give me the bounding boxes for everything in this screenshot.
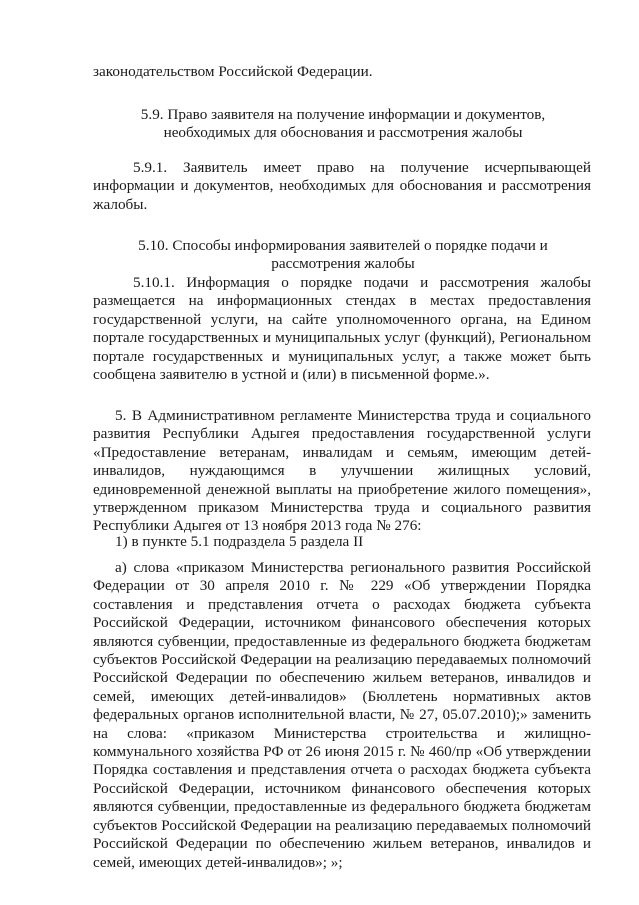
paragraph-item-1: 1) в пункте 5.1 подраздела 5 раздела II: [115, 533, 364, 550]
paragraph-intro: законодательством Российской Федерации.: [93, 63, 373, 80]
section-heading-5-10: 5.10. Способы информирования заявителей о порядке подачи и рассмотрения жалобы: [138, 237, 548, 273]
paragraph-5-9-1: 5.9.1. Заявитель имеет право на получение исчерпывающей информации и документов, необходимых для обоснования и рассмотрения жалобы.: [93, 159, 591, 213]
paragraph-5-10-1: 5.10.1. Информация о порядке подачи и рассмотрения жалобы размещается на информационных стендах в местах предоставления государственной услуги, на сайте уполномоченного органа, на Едином портале государственных и муниципальных услуг (функций), Региональном портале государственных и муниципальных услуг, а также может быть сообщена заявителю в устной и (или) в письменной форме.».: [93, 274, 591, 384]
paragraph-item-5: 5. В Административном регламенте Министерства труда и социального развития Республики Адыгея предоставления государственной услуги «Предоставление ветеранам, инвалидам и семьям, имеющим детей-инвалидов, нуждающимся в улучшении жилищных условий, единовременной денежной выплаты на приобретение жилого помещения», утвержденном приказом Министерства труда и социального развития Республики Адыгея от 13 ноября 2013 года № 276:: [93, 407, 591, 535]
section-heading-5-9: 5.9. Право заявителя на получение информации и документов, необходимых для обоснования и рассмотрения жалобы: [140, 106, 546, 142]
paragraph-item-a: а) слова «приказом Министерства регионального развития Российской Федерации от 30 апреля 2010 г. № 229 «Об утверждении Порядка составления и представления отчета о расходах бюджета субъекта Российской Федерации, источником финансового обеспечения которых являются субвенции, предоставленные из федерального бюджета бюджетам субъектов Российской Федерации на реализацию передаваемых полномочий Российской Федерации по обеспечению жильем ветеранов, инвалидов и семей, имеющих детей-инвалидов» (Бюллетень нормативных актов федеральных органов исполнительной власти, № 27, 05.07.2010);» заменить на слова: «приказом Министерства строительства и жилищно-коммунального хозяйства РФ от 26 июня 2015 г. № 460/пр «Об утверждении Порядка составления и представления отчета о расходах бюджета субъекта Российской Федерации, источником финансового обеспечения которых являются субвенции, предоставленные из федерального бюджета бюджетам субъектов Российской Федерации на реализацию передаваемых полномочий Российской Федерации по обеспечению жильем ветеранов, инвалидов и семей, имеющих детей-инвалидов»; »;: [93, 559, 591, 871]
